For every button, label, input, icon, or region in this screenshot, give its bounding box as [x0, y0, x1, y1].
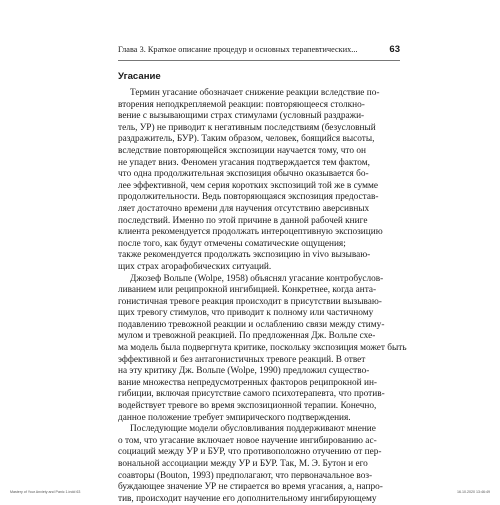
- text-line: что одна продолжительная экспозиция обычно оказывается бо-: [118, 169, 369, 180]
- text-line: тель, УР) не приводит к негативным последствиям (безусловный: [118, 122, 376, 133]
- text-line: вторения неподкрепляемой реакции: повторяющееся столкно-: [118, 99, 365, 110]
- text-line: о том, что угасание включает новое научение ингибированию ас-: [118, 435, 377, 446]
- text-line: тив, происходит научение его дополнительному ингибирующему: [118, 493, 377, 504]
- text-line: буждающее значение УР не стирается во время угасания, а, напро-: [118, 482, 383, 493]
- running-header: [118, 44, 400, 61]
- footer-timestamp: 16.10.2020 13:46:49: [457, 490, 490, 494]
- text-line: мулом и тревожной реакцией. По предложенная Дж. Вольпе схе-: [118, 331, 376, 342]
- text-line: подавлению тревожной реакции и ослаблению связи между стиму-: [118, 319, 385, 330]
- text-line: щих тревогу стимулов, что приводит к полному или частичному: [118, 308, 374, 319]
- text-line: раздражитель, БУР). Таким образом, человек, боящийся высоты,: [118, 134, 375, 145]
- footer-file-info: Mastery of Your Anxiety and Panic 1.indd 63: [10, 490, 81, 494]
- text-line: соавторы (Bouton, 1993) предполагают, что первоначальное воз-: [118, 470, 373, 481]
- text-line: водействует тревоге во время экспозиционной терапии. Конечно,: [118, 401, 377, 412]
- text-line: Последующие модели обусловливания поддерживают мнение: [130, 424, 376, 435]
- text-line: данное положение требует эмпирического подтверждения.: [118, 412, 351, 423]
- text-line: Термин угасание обозначает снижение реакции вследствие по-: [130, 88, 380, 98]
- text-line: щих страх агорафобических ситуаций.: [118, 261, 272, 272]
- text-line: последствий. Именно по этой причине в данной рабочей книге: [118, 215, 368, 226]
- text-line: социаций между УР и БУР, что противоположно отучению от пер-: [118, 447, 382, 458]
- page-number: 63: [389, 44, 400, 55]
- text-line: гибиции, включая присутствие самого психотерапевта, что против-: [118, 389, 385, 400]
- text-line: Джозеф Вольпе (Wolpe, 1958) объяснял угасание контробуслов-: [130, 273, 384, 284]
- text-line: также рекомендуется продолжать экспозицию in vivo вызываю-: [118, 250, 371, 261]
- section-title: Угасание: [118, 71, 161, 82]
- text-line: вследствие повторяющейся экспозиции научается тому, что он: [118, 145, 366, 156]
- text-line: на эту критику Дж. Вольпе (Wolpe, 1990) предложил существо-: [118, 366, 370, 377]
- text-line: вение с вызывающими страх стимулами (условный раздражи-: [118, 111, 365, 122]
- text-line: продолжительности. Ведь повторяющаяся экспозиция предостав-: [118, 192, 379, 203]
- print-footer: [0, 490, 500, 498]
- text-line: гонистичная тревоге реакция происходит в присутствии вызываю-: [118, 296, 382, 307]
- running-title: Глава 3. Краткое описание процедур и основных терапевтических...: [118, 45, 358, 54]
- text-line: вональной ассоциации между УР и БУР. Так, М. Э. Бутон и его: [118, 459, 368, 469]
- text-line: лее эффективной, чем серия коротких экспозиций той же в сумме: [118, 180, 379, 191]
- text-line: ливанием или реципрокной ингибицией. Конкретнее, когда анта-: [118, 285, 377, 296]
- text-line: ма модель была подвергнута критике, поскольку экспозиция может быть: [118, 343, 407, 354]
- body-text: [118, 88, 407, 505]
- text-line: вание множества непредусмотренных факторов реципрокной ин-: [118, 377, 378, 388]
- text-line: клиента рекомендуется продолжать интероцептивную экспозицию: [118, 227, 383, 238]
- text-line: не упадет вниз. Феномен угасания подтверждается тем фактом,: [118, 157, 370, 168]
- text-line: после того, как будут отмечены соматические ощущения;: [118, 238, 346, 249]
- text-line: эффективной и без антагонистичных тревоге реакций. В ответ: [118, 354, 366, 365]
- text-line: ляет достаточно времени для научения отсутствию аверсивных: [118, 203, 370, 214]
